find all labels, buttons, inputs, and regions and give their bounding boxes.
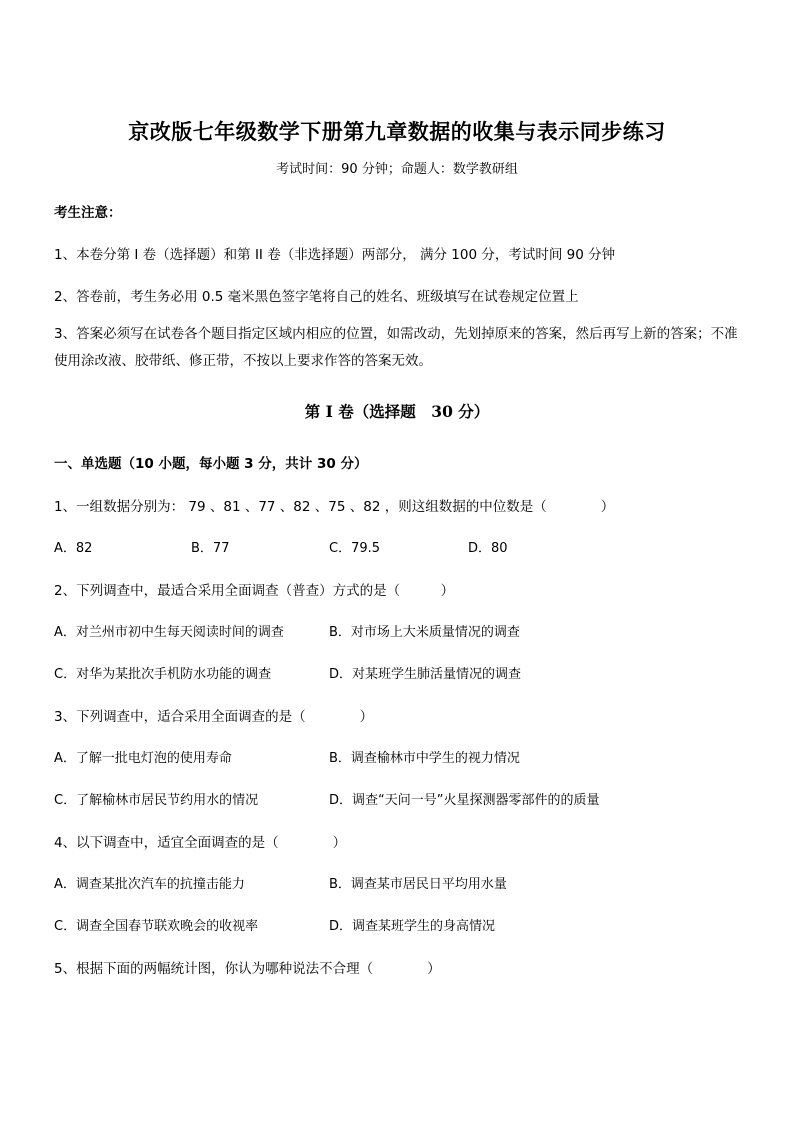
option-d[interactable]: D．调查某班学生的身高情况 (329, 919, 496, 934)
option-b[interactable]: B．77 (191, 541, 230, 556)
option-d[interactable]: D．80 (468, 541, 508, 556)
notice-item: 3、答案必须写在试卷各个题目指定区域内相应的位置，如需改动，先划掉原来的答案，然后再写上新的答案；不准使用涂改液、胶带纸、修正带，不按以上要求作答的答案无效。 (54, 326, 738, 369)
option-d[interactable]: D．调查“天问一号”火星探测器零部件的的质量 (329, 793, 600, 808)
option-c[interactable]: C．了解榆林市居民节约用水的情况 (54, 793, 259, 808)
option-b[interactable]: B．调查榆林市中学生的视力情况 (329, 751, 520, 766)
notice-heading: 考生注意： (54, 205, 122, 221)
option-a[interactable]: A．了解一批电灯泡的使用寿命 (54, 751, 232, 766)
option-c[interactable]: C．调查全国春节联欢晚会的收视率 (54, 919, 259, 934)
page-title: 京改版七年级数学下册第九章数据的收集与表示同步练习 (128, 119, 666, 144)
question-stem: 2、下列调查中，最适合采用全面调查（普查）方式的是（ ） (54, 583, 455, 599)
option-b[interactable]: B．对市场上大米质量情况的调查 (329, 625, 520, 640)
exam-info: 考试时间：90 分钟；命题人：数学教研组 (276, 162, 518, 177)
option-a[interactable]: A．对兰州市初中生每天阅读时间的调查 (54, 625, 284, 640)
option-a[interactable]: A．调查某批次汽车的抗撞击能力 (54, 877, 245, 892)
option-a[interactable]: A．82 (54, 541, 93, 556)
notice-item: 2、答卷前，考生务必用 0.5 毫米黑色签字笔将自己的姓名、班级填写在试卷规定位置上 (54, 289, 579, 305)
option-d[interactable]: D．对某班学生肺活量情况的调查 (329, 667, 522, 682)
question-stem: 3、下列调查中，适合采用全面调查的是（ ） (54, 709, 374, 725)
option-b[interactable]: B．调查某市居民日平均用水量 (329, 877, 507, 892)
section-title: 第 I 卷（选择题 30 分） (304, 402, 490, 421)
question-stem: 4、以下调查中，适宜全面调查的是（ ） (54, 835, 347, 851)
part-heading: 一、单选题（10 小题，每小题 3 分，共计 30 分） (54, 456, 368, 472)
option-c[interactable]: C．对华为某批次手机防水功能的调查 (54, 667, 272, 682)
option-c[interactable]: C．79.5 (329, 541, 381, 556)
question-stem: 5、根据下面的两幅统计图，你认为哪种说法不合理（ ） (54, 961, 441, 977)
question-stem: 1、一组数据分别为： 79 、81 、77 、82 、75 、82 ，则这组数据的中位数是（ ） (54, 499, 615, 515)
notice-item: 1、本卷分第 I 卷（选择题）和第 II 卷（非选择题）两部分， 满分 100 分，考试时间 90 分钟 (54, 247, 616, 263)
